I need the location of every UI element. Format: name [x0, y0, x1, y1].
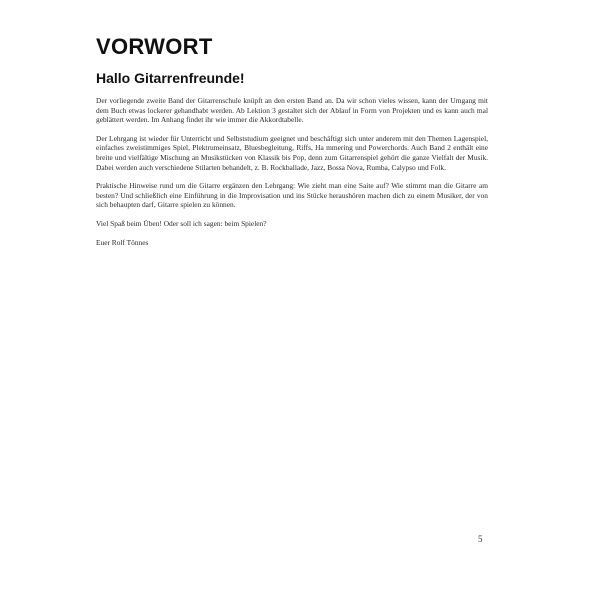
- body-text: [96, 96, 488, 256]
- paragraph-2: Der Lehrgang ist wieder für Unterricht und Selbststudium geeignet und beschäftigt sich unter anderem mit den Themen Lagenspiel, einfaches zweistimmiges Spiel, Plektrumeinsatz, Bluesbegleitung, Riffs, Ha mmering und Powerchords. Auch Band 2 enthält eine breite und vielfältige Mischung an Musikstücken von Klassik bis Pop, denn zum Gitarrenspiel gehört die ganze Vielfalt der Musik. Dabei werden auch verschiedene Stilarten behandelt, z. B. Rockballade, Jazz, Bossa Nova, Rumba, Calypso und Folk.: [96, 133, 488, 172]
- signature: Euer Rolf Tönnes: [96, 237, 149, 247]
- paragraph-3: Praktische Hinweise rund um die Gitarre ergänzen den Lehrgang: Wie zieht man eine Saite auf? Wie stimmt man die Gitarre am besten? Und schließlich eine Einführung in die Improvisation und ins Stücke heraushören machen dich zu einem Musiker, der von sich behaupten darf, Gitarre spielen zu können.: [96, 181, 488, 210]
- greeting-heading: Hallo Gitarrenfreunde!: [96, 70, 245, 86]
- page-title: VORWORT: [96, 34, 213, 59]
- page-number: 5: [478, 534, 483, 544]
- paragraph-4: Viel Spaß beim Üben! Oder soll ich sagen: beim Spielen?: [96, 218, 267, 228]
- paragraph-1: Der vorliegende zweite Band der Gitarrenschule knüpft an den ersten Band an. Da wir schon vieles wissen, kann der Umgang mit dem Buch etwas lockerer gehandhabt werden. Ab Lektion 3 gestaltet sich der Ablauf in Form von Projekten und es kann auch mal geblättert werden. Im Anhang findet ihr wie immer die Akkordtabelle.: [96, 96, 488, 125]
